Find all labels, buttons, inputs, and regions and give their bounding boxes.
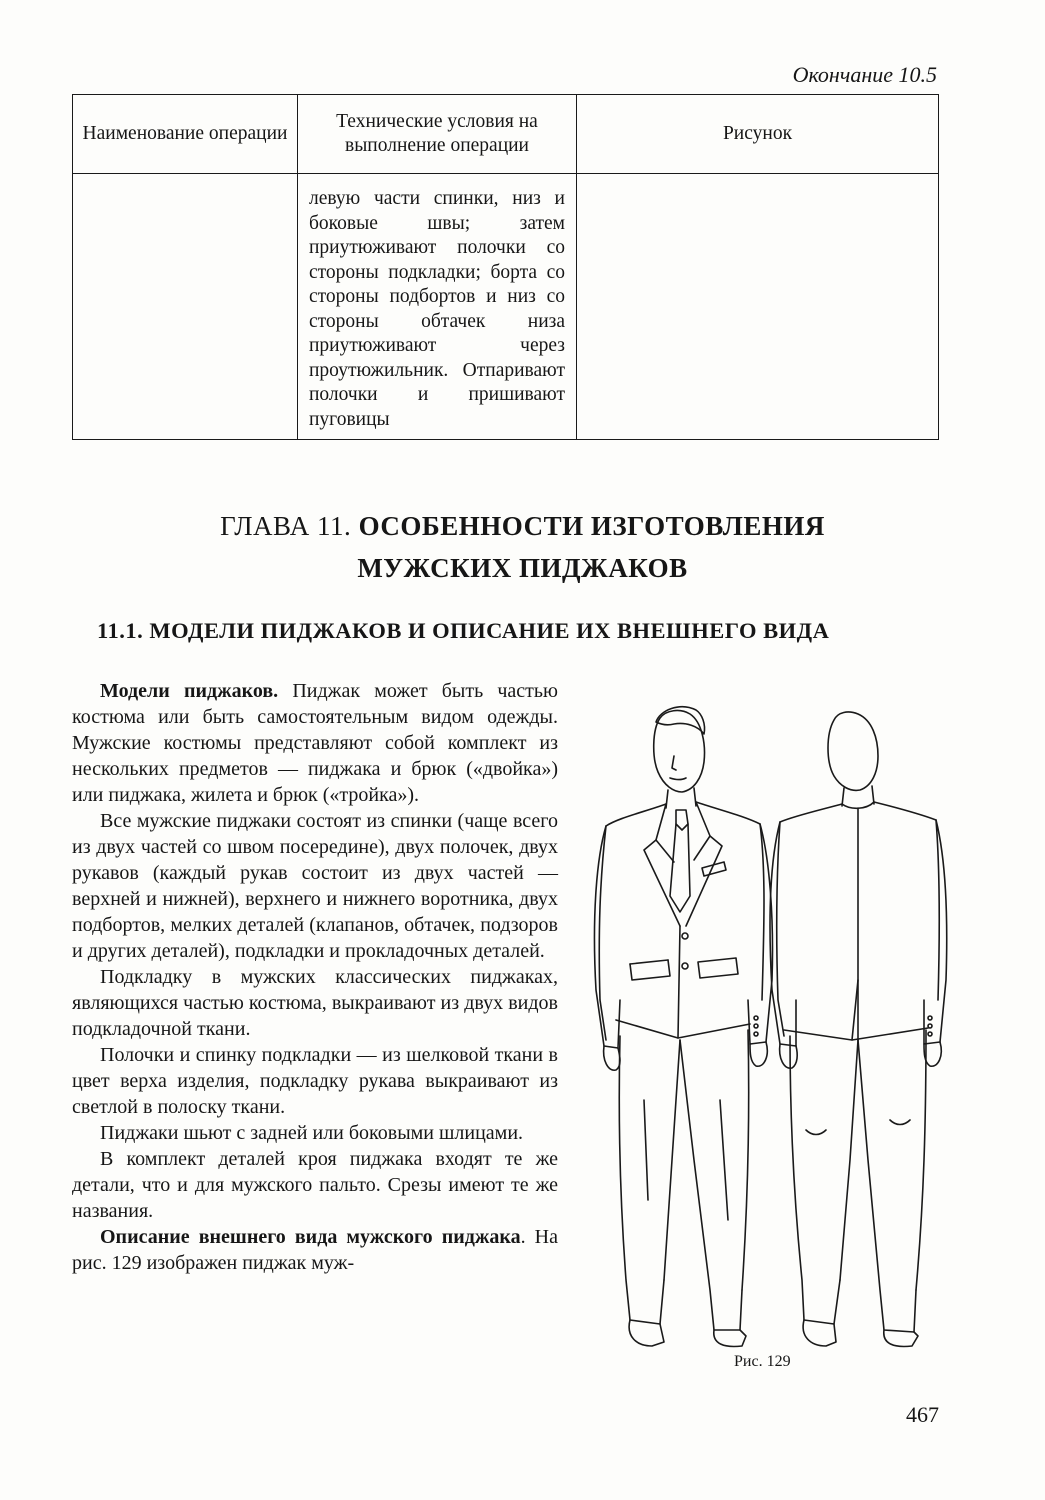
back-figure (770, 712, 947, 1346)
cell-conditions (298, 174, 577, 440)
header-conditions: Технические условия на выполнение операции (298, 95, 577, 174)
paragraph-lead: Описание внешнего вида мужского пиджака (100, 1226, 521, 1248)
figure-caption: Рис. 129 (734, 1353, 791, 1370)
paragraph (72, 1042, 558, 1120)
chapter-heading (0, 505, 1045, 589)
cell-figure (577, 174, 939, 440)
table-header-row (73, 95, 939, 174)
table-row (73, 174, 939, 440)
operations-table (72, 94, 939, 440)
page-number: 467 (906, 1402, 939, 1427)
paragraph (72, 1120, 558, 1146)
paragraph-lead: Модели пиджаков. (100, 680, 279, 702)
paragraph (72, 964, 558, 1042)
paragraph-text: Все мужские пиджаки состоят из спинки (чаще всего из двух частей со швом посередине), двух полочек, двух рукавов (каждый рукав состоит из двух частей — верхней и нижней), верхнего и нижнего воротника, двух подбортов, мелких деталей (клапанов, обтачек, подзоров и других деталей), подкладки и прокладочных деталей. (72, 810, 558, 962)
chapter-title-line1: ОСОБЕННОСТИ ИЗГОТОВЛЕНИЯ (358, 511, 825, 541)
front-figure (594, 707, 772, 1347)
paragraph (72, 808, 558, 964)
chapter-title-line2: МУЖСКИХ ПИДЖАКОВ (357, 553, 688, 583)
paragraph-text: Полочки и спинку подкладки — из шелковой ткани в цвет верха изделия, подкладку рукава выкраивают из светлой в полоску ткани. (72, 1044, 558, 1118)
continuation-label: Окончание 10.5 (792, 62, 937, 87)
cell-operation (73, 174, 298, 440)
body-text (72, 678, 558, 1276)
paragraph-text: Пиджак может быть частью костюма или быть самостоятельным видом одежды. Мужские костюмы представляют собой комплект из нескольких предметов — пиджака и брюк («двойка») или пиджака, жилета и брюк («тройка»). (72, 680, 558, 806)
paragraph-text: Подкладку в мужских классических пиджаках, являющихся частью костюма, выкраивают из двух видов подкладочной ткани. (72, 966, 558, 1040)
paragraph-text: Пиджаки шьют с задней или боковыми шлицами. (100, 1122, 524, 1144)
conditions-text: левую части спинки, низ и боковые швы; затем приутюживают полочки со стороны подкладки; борта со стороны подбортов и низ со стороны обтачек низа приутюживают через проутюжильник. Отпаривают полочки и пришивают пуговицы (309, 188, 565, 430)
section-heading: 11.1. МОДЕЛИ ПИДЖАКОВ И ОПИСАНИЕ ИХ ВНЕШНЕГО ВИДА (97, 618, 830, 643)
jacket-illustration (590, 700, 950, 1350)
paragraph-text: . На рис. 129 изображен пиджак муж- (72, 1226, 558, 1274)
paragraph-text: В комплект деталей кроя пиджака входят те же детали, что и для мужского пальто. Срезы имеют те же названия. (72, 1148, 558, 1222)
header-operation: Наименование операции (73, 95, 298, 174)
header-figure: Рисунок (577, 95, 939, 174)
paragraph (72, 1224, 558, 1276)
chapter-number: ГЛАВА 11. (220, 511, 352, 541)
paragraph (72, 1146, 558, 1224)
paragraph (72, 678, 558, 808)
